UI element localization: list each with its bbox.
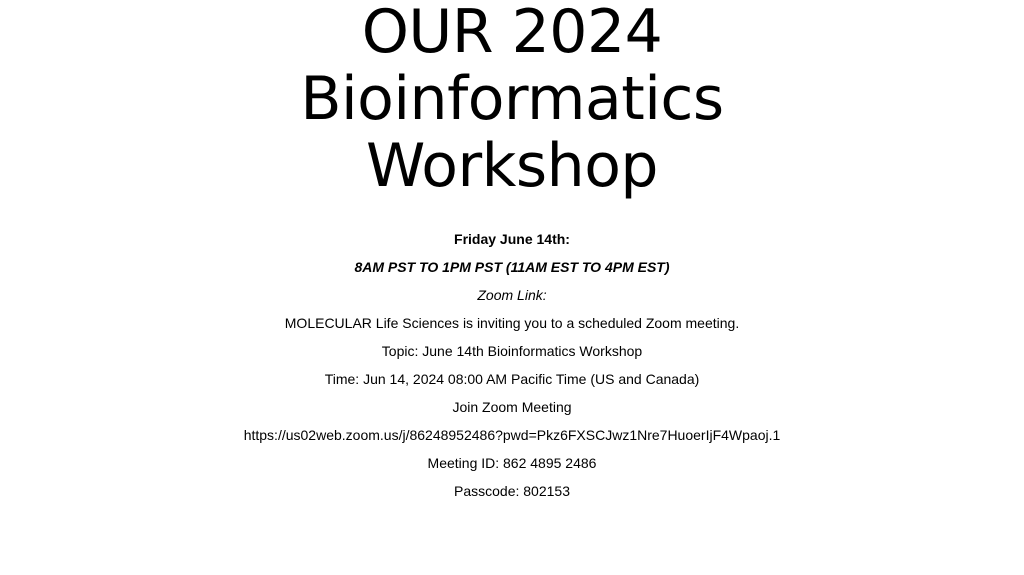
- slide-body: [0, 225, 1024, 505]
- meeting-id-line: Meeting ID: 862 4895 2486: [427, 455, 597, 471]
- time-line: Time: Jun 14, 2024 08:00 AM Pacific Time (US and Canada): [324, 371, 700, 387]
- zoom-link-label: Zoom Link:: [477, 287, 547, 303]
- passcode-line: Passcode: 802153: [454, 483, 570, 499]
- join-zoom-line: Join Zoom Meeting: [452, 399, 572, 415]
- title-line-2: Bioinformatics: [300, 64, 724, 134]
- slide-title: [0, 0, 1024, 200]
- topic-line: Topic: June 14th Bioinformatics Workshop: [381, 343, 643, 359]
- time-range-line: 8AM PST TO 1PM PST (11AM EST TO 4PM EST): [354, 259, 670, 275]
- title-line-3: Workshop: [365, 131, 658, 201]
- date-line: Friday June 14th:: [454, 231, 570, 247]
- invite-line: MOLECULAR Life Sciences is inviting you to a scheduled Zoom meeting.: [284, 315, 740, 331]
- zoom-url-link[interactable]: https://us02web.zoom.us/j/86248952486?pwd=Pkz6FXSCJwz1Nre7HuoerIjF4Wpaoj.1: [243, 427, 781, 443]
- title-line-1: OUR 2024: [361, 0, 663, 67]
